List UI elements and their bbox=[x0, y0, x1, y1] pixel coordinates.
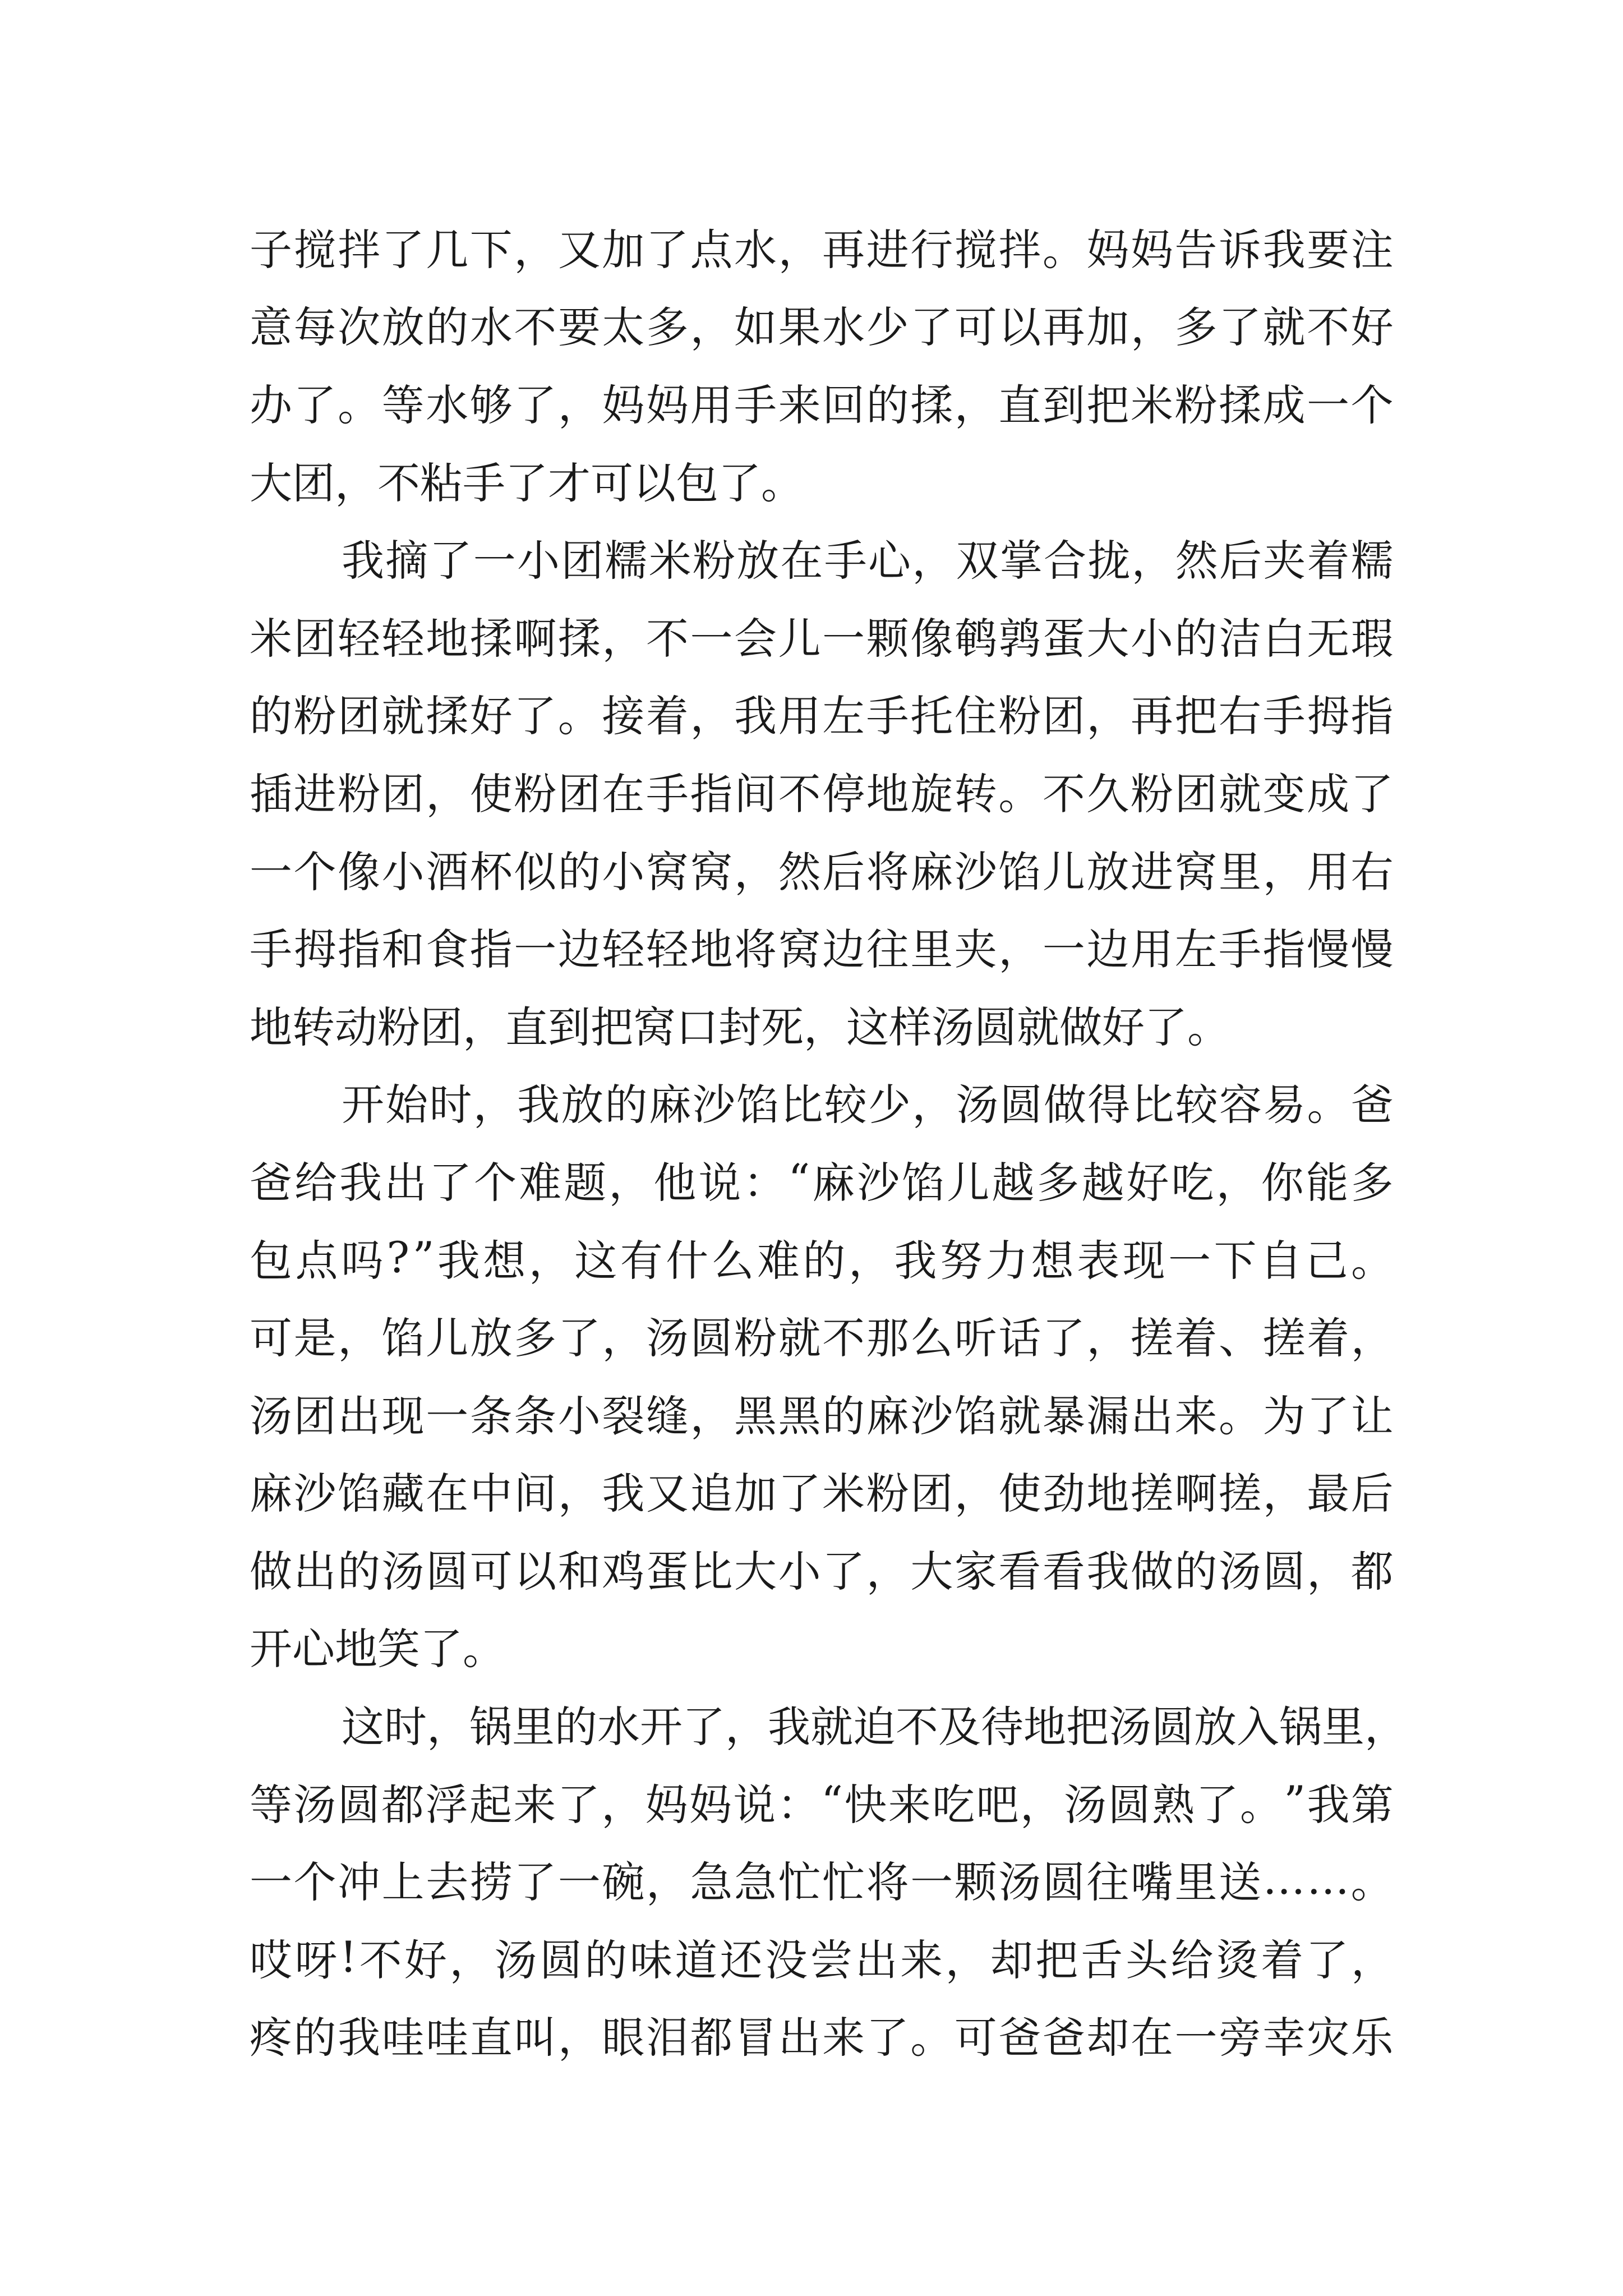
text-line: 手 拇 指 和 食 指 一 边 轻 轻 地 将 窝 边 往 里 夹 ， 一 边 用 左 手 指 慢 慢 bbox=[250, 924, 1394, 975]
text-line: 爸 给 我 出 了 个 难 题 ， 他 说 ： “ 麻 沙 馅 儿 越 多 越 好 吃 ， 你 能 多 bbox=[250, 1154, 1394, 1208]
text-line: 开 心 地 笑 了 。 bbox=[250, 1624, 505, 1674]
text-line: 疼 的 我 哇 哇 直 叫 ， 眼 泪 都 冒 出 来 了 。 可 爸 爸 却 在 一 旁 幸 灾 乐 bbox=[250, 2013, 1394, 2063]
text-line: 开 始 时 ， 我 放 的 麻 沙 馅 比 较 少 ， 汤 圆 做 得 比 较 容 易 。 爸 bbox=[342, 1080, 1394, 1130]
text-line: 子 搅 拌 了 几 下 ， 又 加 了 点 水 ， 再 进 行 搅 拌 。 妈 妈 告 诉 我 要 注 bbox=[250, 224, 1394, 275]
text-line: 可 是 ， 馅 儿 放 多 了 ， 汤 圆 粉 就 不 那 么 听 话 了 ， 搓 着 、 搓 着 ， bbox=[250, 1313, 1394, 1364]
text-line: 一 个 冲 上 去 捞 了 一 碗 ， 急 急 忙 忙 将 一 颗 汤 圆 往 嘴 里 送 … … 。 bbox=[250, 1854, 1394, 1908]
text-line: 汤 团 出 现 一 条 条 小 裂 缝 ， 黑 黑 的 麻 沙 馅 就 暴 漏 出 来 。 为 了 让 bbox=[250, 1391, 1394, 1441]
text-line: 哎 呀 ! 不 好 ， 汤 圆 的 味 道 还 没 尝 出 来 ， 却 把 舌 头 给 烫 着 了 ， bbox=[250, 1931, 1394, 1985]
text-line: 意 每 次 放 的 水 不 要 太 多 ， 如 果 水 少 了 可 以 再 加 ， 多 了 就 不 好 bbox=[250, 302, 1394, 353]
text-line: 麻 沙 馅 藏 在 中 间 ， 我 又 追 加 了 米 粉 团 ， 使 劲 地 搓 啊 搓 ， 最 后 bbox=[250, 1469, 1394, 1519]
text-line: 地 转 动 粉 团 ， 直 到 把 窝 口 封 死 ， 这 样 汤 圆 就 做 好 了 。 bbox=[250, 1002, 1230, 1052]
text-line: 办 了 。 等 水 够 了 ， 妈 妈 用 手 来 回 的 揉 ， 直 到 把 米 粉 揉 成 一 个 bbox=[250, 380, 1394, 430]
text-line: 米 团 轻 轻 地 揉 啊 揉 ， 不 一 会 儿 一 颗 像 鹌 鹑 蛋 大 小 的 洁 白 无 瑕 bbox=[250, 613, 1394, 664]
text-line: 一 个 像 小 酒 杯 似 的 小 窝 窝 ， 然 后 将 麻 沙 馅 儿 放 进 窝 里 ， 用 右 bbox=[250, 846, 1394, 897]
text-line: 包 点 吗 ? ” 我 想 ， 这 有 什 么 难 的 ， 我 努 力 想 表 现 一 下 自 己 。 bbox=[250, 1232, 1394, 1286]
text-line: 插 进 粉 团 ， 使 粉 团 在 手 指 间 不 停 地 旋 转 。 不 久 粉 团 就 变 成 了 bbox=[250, 769, 1394, 819]
document-body bbox=[250, 208, 1407, 2073]
text-line: 的 粉 团 就 揉 好 了 。 接 着 ， 我 用 左 手 托 住 粉 团 ， 再 把 右 手 拇 指 bbox=[250, 691, 1394, 742]
text-line: 等 汤 圆 都 浮 起 来 了 ， 妈 妈 说 ： “ 快 来 吃 吧 ， 汤 圆 熟 了 。 ” 我 第 bbox=[250, 1776, 1394, 1830]
text-line: 做 出 的 汤 圆 可 以 和 鸡 蛋 比 大 小 了 ， 大 家 看 看 我 做 的 汤 圆 ， 都 bbox=[250, 1546, 1394, 1596]
text-line: 大 团 ， 不 粘 手 了 才 可 以 包 了 。 bbox=[250, 458, 804, 508]
text-line: 这 时 ， 锅 里 的 水 开 了 ， 我 就 迫 不 及 待 地 把 汤 圆 放 入 锅 里 ， bbox=[342, 1702, 1407, 1752]
text-line: 我 摘 了 一 小 团 糯 米 粉 放 在 手 心 ， 双 掌 合 拢 ， 然 后 夹 着 糯 bbox=[342, 536, 1394, 586]
